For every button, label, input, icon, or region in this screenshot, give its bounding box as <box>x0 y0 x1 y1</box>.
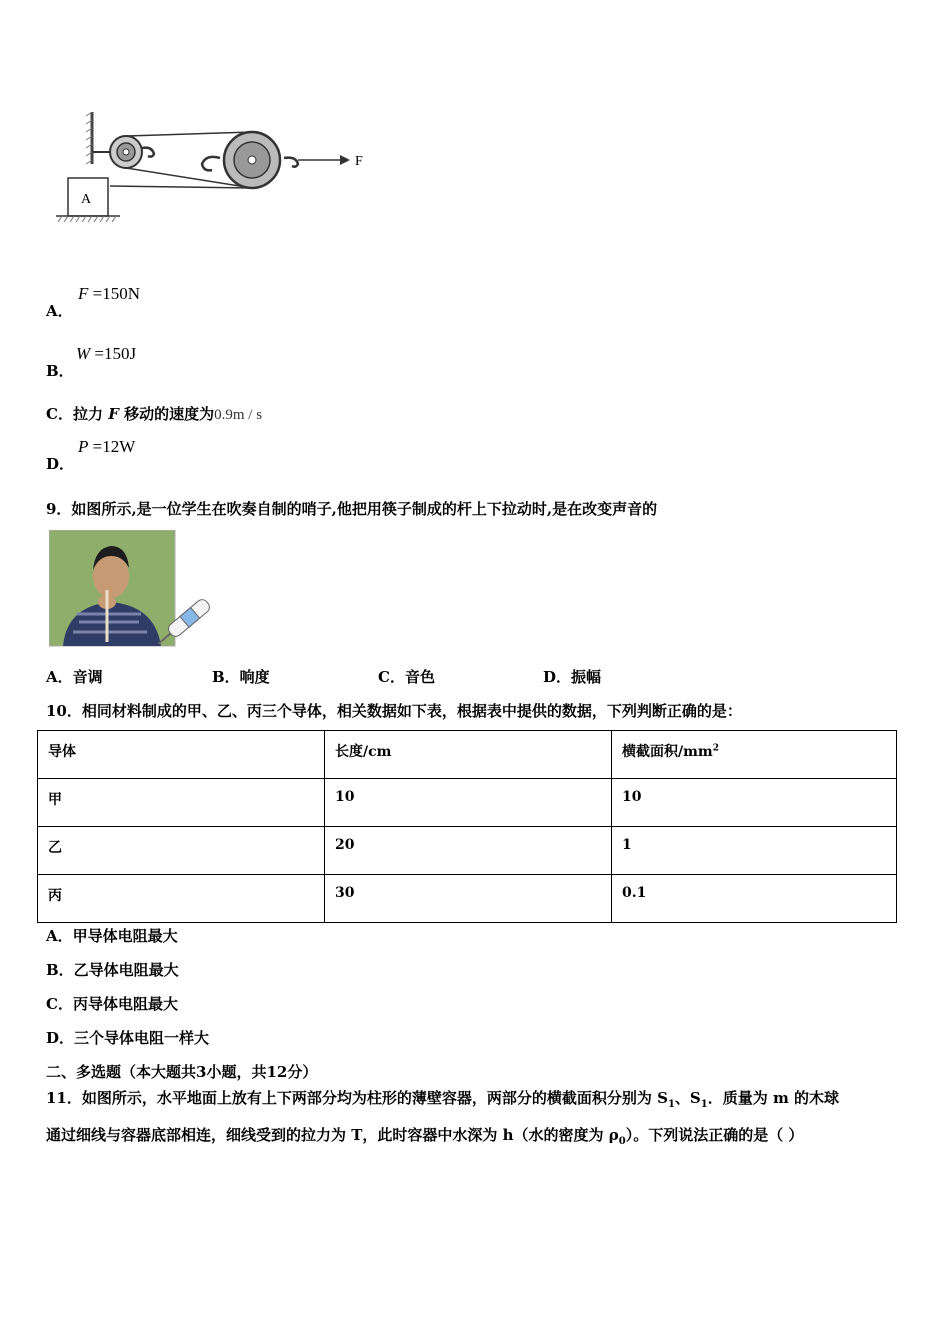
q10-option-c[interactable]: C．丙导体电阻最大 <box>46 995 178 1013</box>
q9-option-a[interactable]: A．音调 <box>46 668 103 686</box>
option-letter: C． <box>46 405 73 423</box>
block-label: A <box>81 192 92 207</box>
table-row <box>38 875 897 923</box>
table-cell: 30 <box>325 875 612 923</box>
formula-value: =12W <box>88 437 136 456</box>
conductor-table <box>37 730 897 923</box>
q11-line-1: 11．如图所示，水平地面上放有上下两部分均为柱形的薄壁容器，两部分的横截面积分别为 $S_1$、$S_1$．质量为 m 的木球 <box>46 1089 840 1110</box>
var-w: W <box>76 344 91 363</box>
table-cell: 乙 <box>38 827 325 875</box>
table-row <box>38 779 897 827</box>
var-f: F <box>108 405 119 423</box>
q10-option-b[interactable]: B．乙导体电阻最大 <box>46 961 179 979</box>
option-letter: A． <box>46 302 73 320</box>
student-whistle-photo <box>49 530 211 648</box>
force-label: F <box>355 154 363 169</box>
formula-value: =150J <box>90 344 137 363</box>
table-cell: 10 <box>612 779 897 827</box>
q9-stem: 9．如图所示,是一位学生在吹奏自制的哨子,他把用筷子制成的杆上下拉动时,是在改变声音的 <box>46 500 658 518</box>
q9-option-b[interactable]: B．响度 <box>212 668 270 686</box>
header-cell: 导体 <box>38 731 325 779</box>
header-cell: 长度/cm <box>325 731 612 779</box>
var-f: F <box>78 284 89 303</box>
q10-stem: 10．相同材料制成的甲、乙、丙三个导体，相关数据如下表，根据表中提供的数据，下列判断正确的是： <box>46 702 742 720</box>
table-row <box>38 827 897 875</box>
table-cell: 1 <box>612 827 897 875</box>
option-text: 拉力 <box>72 405 103 423</box>
var-p: P <box>78 437 89 456</box>
table-cell: 丙 <box>38 875 325 923</box>
table-header-row <box>38 731 897 779</box>
header-cell: 横截面积$/mm^2$ <box>612 731 897 779</box>
table-cell: 20 <box>325 827 612 875</box>
q9-option-d[interactable]: D．振幅 <box>543 668 602 686</box>
option-text: 移动的速度为 <box>124 405 215 423</box>
q11-line-2: 通过细线与容器底部相连，细线受到的拉力为 T，此时容器中水深为 h（水的密度为 $\rho_0$）。下列说法正确的是（ ） <box>46 1126 804 1147</box>
pulley-figure <box>40 108 380 228</box>
speed-value: 0.9m / s <box>214 407 263 423</box>
q10-option-a[interactable]: A．甲导体电阻最大 <box>46 927 178 945</box>
option-letter: D． <box>46 455 75 473</box>
section-title: 二、多选题（本大题共3小题，共12分） <box>46 1063 318 1081</box>
table-cell: 0.1 <box>612 875 897 923</box>
q10-option-d[interactable]: D．三个导体电阻一样大 <box>46 1029 210 1047</box>
q9-option-c[interactable]: C．音色 <box>378 668 435 686</box>
q8-option-c[interactable] <box>46 403 262 424</box>
formula-value: =150N <box>88 284 141 303</box>
table-cell: 甲 <box>38 779 325 827</box>
option-letter: B． <box>46 362 74 380</box>
table-cell: 10 <box>325 779 612 827</box>
